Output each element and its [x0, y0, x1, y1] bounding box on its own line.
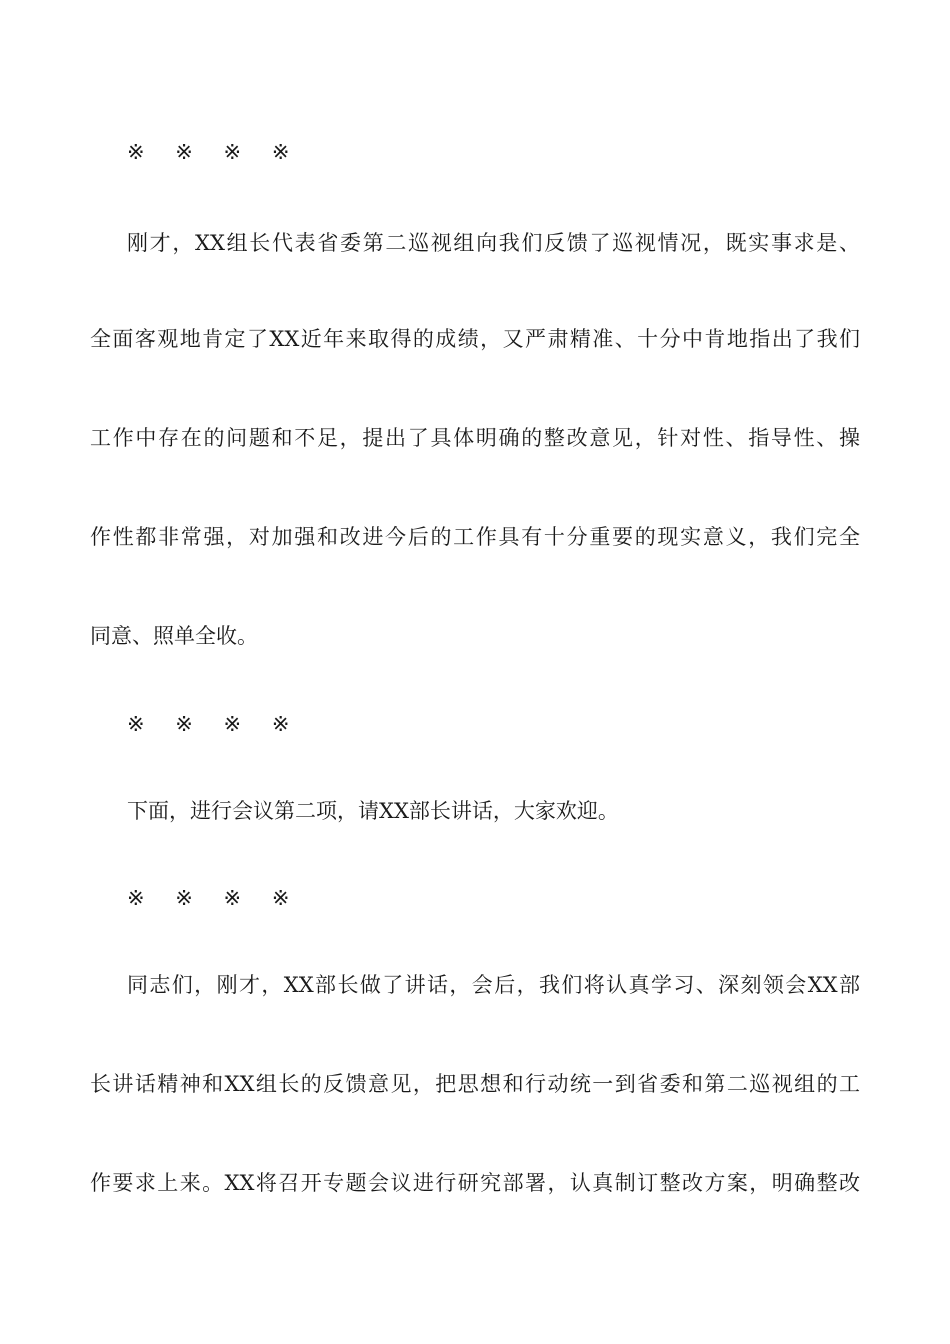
paragraph-1-line-3: 工作中存在的问题和不足，提出了具体明确的整改意见，针对性、指导性、操	[90, 426, 860, 450]
paragraph-3-line-1: 同志们，刚才，XX部长做了讲话，会后，我们将认真学习、深刻领会XX部	[127, 973, 860, 997]
paragraph-3-line-2: 长讲话精神和XX组长的反馈意见，把思想和行动统一到省委和第二巡视组的工	[90, 1072, 860, 1096]
separator-2: ※ ※ ※ ※	[127, 712, 302, 736]
paragraph-2-line-1: 下面，进行会议第二项，请XX部长讲话，大家欢迎。	[127, 799, 619, 823]
separator-1: ※ ※ ※ ※	[127, 140, 302, 164]
separator-3: ※ ※ ※ ※	[127, 886, 302, 910]
paragraph-1-line-4: 作性都非常强，对加强和改进今后的工作具有十分重要的现实意义，我们完全	[90, 525, 860, 549]
paragraph-3-line-3: 作要求上来。XX将召开专题会议进行研究部署，认真制订整改方案，明确整改	[90, 1171, 860, 1195]
paragraph-1-line-2: 全面客观地肯定了XX近年来取得的成绩，又严肃精准、十分中肯地指出了我们	[90, 327, 860, 351]
paragraph-1-line-1: 刚才，XX组长代表省委第二巡视组向我们反馈了巡视情况，既实事求是、	[127, 231, 860, 255]
paragraph-1-line-5: 同意、照单全收。	[90, 624, 258, 648]
